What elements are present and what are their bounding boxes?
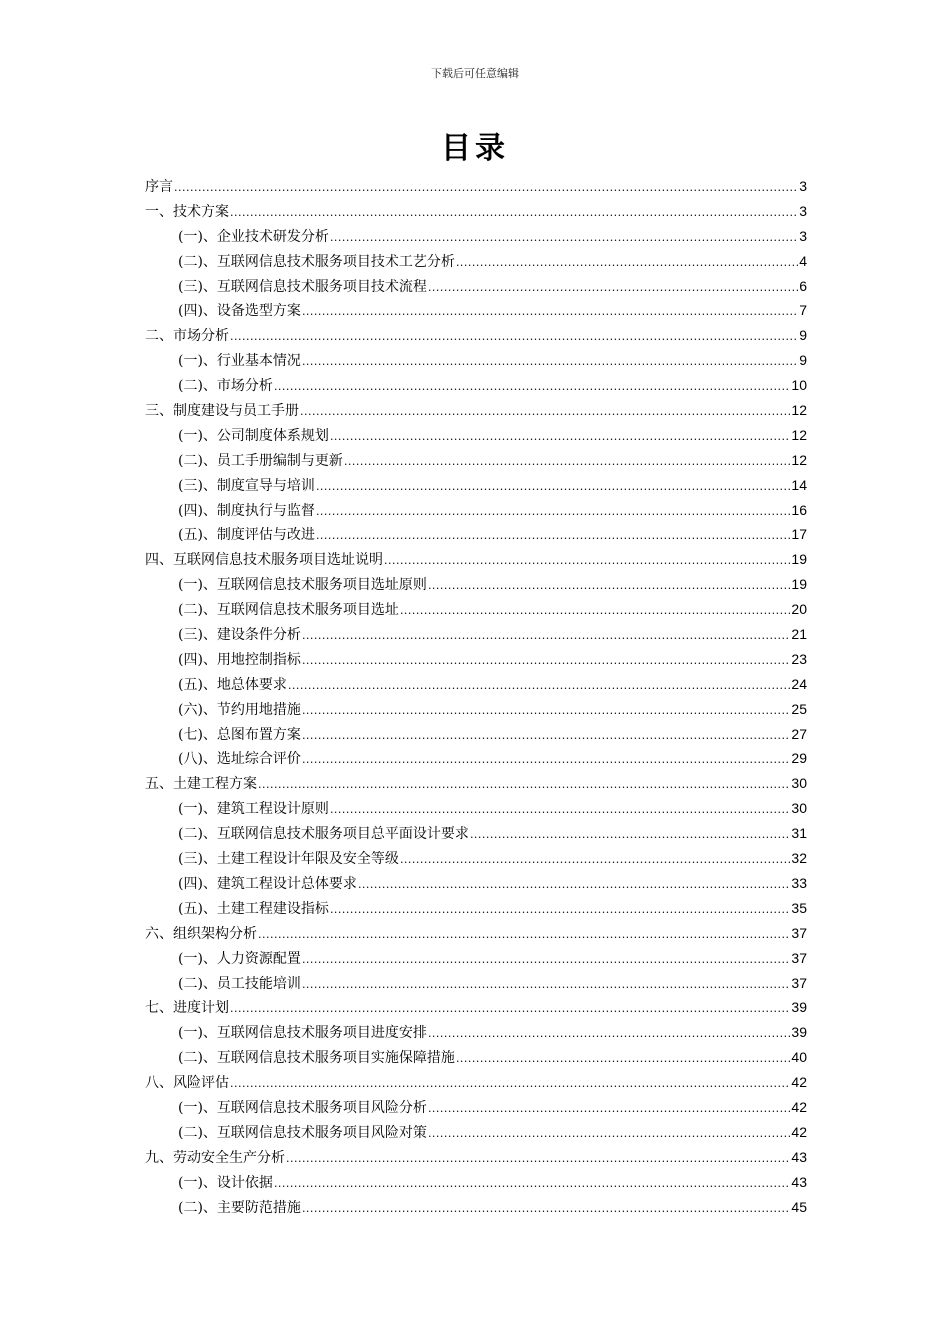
toc-entry-page-number[interactable]: 25 (791, 700, 807, 717)
toc-dot-leader (316, 475, 790, 500)
toc-entry-label[interactable]: (五)、地总体要求 (178, 676, 287, 693)
toc-entry-label[interactable]: (一)、设计依据 (178, 1174, 273, 1191)
toc-entry[interactable] (145, 323, 807, 348)
toc-entry-label[interactable]: (四)、设备选型方案 (178, 303, 301, 320)
toc-dot-leader (300, 400, 790, 425)
toc-entry[interactable] (145, 423, 807, 448)
toc-entry-label[interactable]: (三)、土建工程设计年限及安全等级 (178, 851, 399, 868)
toc-dot-leader (330, 226, 798, 251)
toc-entry[interactable] (145, 622, 807, 647)
toc-entry-label[interactable]: 序言 (145, 179, 173, 195)
toc-entry-label[interactable]: (二)、互联网信息技术服务项目风险对策 (178, 1124, 427, 1141)
toc-dot-leader (456, 1047, 790, 1072)
toc-entry-page-number[interactable]: 20 (791, 601, 807, 618)
toc-entry[interactable] (145, 796, 807, 821)
toc-entry[interactable] (145, 249, 807, 274)
toc-entry[interactable] (145, 771, 807, 796)
toc-entry[interactable] (145, 1195, 807, 1220)
toc-entry[interactable] (145, 821, 807, 846)
toc-dot-leader (302, 649, 790, 674)
toc-entry-page-number[interactable]: 12 (791, 451, 807, 468)
toc-entry[interactable] (145, 1120, 807, 1145)
toc-entry[interactable] (145, 1095, 807, 1120)
toc-entry[interactable] (145, 597, 807, 622)
toc-entry-page-number[interactable]: 23 (791, 650, 807, 667)
toc-entry-page-number[interactable]: 32 (791, 850, 807, 867)
page-title: 目录 (441, 131, 509, 166)
toc-entry-label[interactable]: 二、市场分析 (145, 328, 229, 345)
toc-entry-label[interactable]: (一)、人力资源配置 (178, 950, 301, 967)
toc-entry[interactable] (145, 274, 807, 299)
toc-entry-page-number[interactable]: 3 (799, 202, 807, 219)
toc-dot-leader (428, 1122, 790, 1147)
toc-entry-label[interactable]: (一)、互联网信息技术服务项目选址原则 (178, 577, 427, 594)
toc-entry-label[interactable]: (二)、员工手册编制与更新 (178, 452, 343, 469)
toc-dot-leader (400, 848, 790, 873)
toc-dot-leader (428, 276, 798, 301)
toc-dot-leader (230, 997, 790, 1022)
toc-entry[interactable] (145, 498, 807, 523)
toc-dot-leader (230, 201, 798, 226)
toc-dot-leader (302, 1197, 790, 1222)
toc-entry-label[interactable]: 六、组织架构分析 (145, 925, 257, 942)
toc-entry-page-number[interactable]: 6 (799, 277, 807, 294)
toc-entry[interactable] (145, 1020, 807, 1045)
toc-entry-page-number[interactable]: 29 (791, 750, 807, 767)
toc-entry-page-number[interactable]: 16 (791, 501, 807, 518)
toc-dot-leader (302, 699, 790, 724)
toc-dot-leader (302, 624, 790, 649)
toc-entry-page-number[interactable]: 39 (791, 1024, 807, 1041)
toc-entry[interactable] (145, 522, 807, 547)
toc-entry-page-number[interactable]: 7 (799, 302, 807, 319)
toc-dot-leader (330, 798, 790, 823)
toc-entry-label[interactable]: (二)、主要防范措施 (178, 1199, 301, 1216)
toc-entry-page-number[interactable]: 4 (799, 252, 807, 269)
toc-entry-label[interactable]: (三)、制度宣导与培训 (178, 477, 315, 494)
toc-entry-page-number[interactable]: 9 (799, 352, 807, 369)
toc-entry[interactable] (145, 672, 807, 697)
toc-entry[interactable] (145, 995, 807, 1020)
toc-entry[interactable] (145, 1145, 807, 1170)
toc-entry-label[interactable]: (二)、互联网信息技术服务项目总平面设计要求 (178, 826, 469, 843)
toc-dot-leader (358, 873, 790, 898)
toc-entry[interactable] (145, 746, 807, 771)
toc-entry-page-number[interactable]: 43 (791, 1173, 807, 1190)
toc-entry-label[interactable]: (五)、土建工程建设指标 (178, 900, 329, 917)
toc-entry-label[interactable]: (一)、企业技术研发分析 (178, 228, 329, 245)
toc-entry[interactable] (145, 846, 807, 871)
toc-dot-leader (274, 1172, 790, 1197)
toc-entry[interactable] (145, 1070, 807, 1095)
toc-entry-page-number[interactable]: 45 (791, 1198, 807, 1215)
toc-entry-label[interactable]: 三、制度建设与员工手册 (145, 403, 299, 420)
toc-entry-label[interactable]: 四、互联网信息技术服务项目选址说明 (145, 552, 383, 569)
toc-dot-leader (302, 748, 790, 773)
toc-dot-leader (302, 973, 790, 998)
toc-entry[interactable] (145, 199, 807, 224)
toc-entry-label[interactable]: 九、劳动安全生产分析 (145, 1149, 285, 1166)
toc-entry-page-number[interactable]: 3 (799, 178, 807, 194)
toc-entry[interactable] (145, 348, 807, 373)
toc-dot-leader (330, 898, 790, 923)
toc-dot-leader (384, 549, 790, 574)
toc-entry-page-number[interactable]: 39 (791, 999, 807, 1016)
toc-entry-page-number[interactable]: 37 (791, 974, 807, 991)
toc-entry-page-number[interactable]: 3 (799, 227, 807, 244)
toc-entry-page-number[interactable]: 31 (791, 825, 807, 842)
toc-dot-leader (288, 674, 790, 699)
toc-entry-page-number[interactable]: 42 (791, 1074, 807, 1091)
toc-entry-label[interactable]: (四)、用地控制指标 (178, 651, 301, 668)
toc-entry[interactable] (145, 647, 807, 672)
toc-entry-page-number[interactable]: 35 (791, 899, 807, 916)
toc-entry[interactable] (145, 946, 807, 971)
toc-entry[interactable] (145, 298, 807, 323)
toc-entry-label[interactable]: (六)、节约用地措施 (178, 701, 301, 718)
toc-entry[interactable] (145, 697, 807, 722)
toc-entry[interactable] (145, 1045, 807, 1070)
toc-dot-leader (174, 176, 798, 201)
toc-entry-label[interactable]: (三)、互联网信息技术服务项目技术流程 (178, 278, 427, 295)
toc-entry-page-number[interactable]: 30 (791, 775, 807, 792)
toc-dot-leader (286, 1147, 790, 1172)
toc-entry-page-number[interactable]: 19 (791, 551, 807, 568)
toc-entry-page-number[interactable]: 42 (791, 1098, 807, 1115)
toc-entry[interactable] (145, 174, 807, 199)
toc-entry[interactable] (145, 971, 807, 996)
toc-entry-page-number[interactable]: 27 (791, 725, 807, 742)
toc-dot-leader (274, 375, 790, 400)
toc-entry-page-number[interactable]: 19 (791, 576, 807, 593)
toc-dot-leader (344, 450, 790, 475)
toc-entry-label[interactable]: (二)、互联网信息技术服务项目实施保障措施 (178, 1050, 455, 1067)
toc-entry[interactable] (145, 398, 807, 423)
toc-entry[interactable] (145, 224, 807, 249)
toc-entry-page-number[interactable]: 40 (791, 1049, 807, 1066)
toc-entry[interactable] (145, 1170, 807, 1195)
toc-entry-label[interactable]: (二)、互联网信息技术服务项目选址 (178, 602, 399, 619)
toc-entry[interactable] (145, 373, 807, 398)
toc-dot-leader (428, 1097, 790, 1122)
toc-dot-leader (230, 1072, 790, 1097)
toc-entry[interactable] (145, 547, 807, 572)
toc-entry-page-number[interactable]: 33 (791, 874, 807, 891)
toc-dot-leader (302, 350, 798, 375)
toc-entry-label[interactable]: (三)、建设条件分析 (178, 627, 301, 644)
toc-entry-label[interactable]: 一、技术方案 (145, 203, 229, 220)
toc-entry-label[interactable]: (一)、互联网信息技术服务项目风险分析 (178, 1099, 427, 1116)
toc-entry-label[interactable]: (二)、市场分析 (178, 378, 273, 395)
toc-entry-page-number[interactable]: 17 (791, 526, 807, 543)
toc-entry[interactable] (145, 572, 807, 597)
toc-entry-page-number[interactable]: 43 (791, 1148, 807, 1165)
toc-entry[interactable] (145, 871, 807, 896)
toc-dot-leader (316, 500, 790, 525)
toc-entry-label[interactable]: 八、风险评估 (145, 1075, 229, 1092)
toc-entry-label[interactable]: (五)、制度评估与改进 (178, 527, 315, 544)
page-header: 下载后可任意编辑 (431, 67, 519, 80)
toc-dot-leader (428, 574, 790, 599)
toc-entry-label[interactable]: (四)、制度执行与监督 (178, 502, 315, 519)
toc-entry-label[interactable]: (七)、总图布置方案 (178, 726, 301, 743)
toc-entry-page-number[interactable]: 12 (791, 426, 807, 443)
toc-dot-leader (400, 599, 790, 624)
toc-dot-leader (428, 1022, 790, 1047)
toc-dot-leader (258, 773, 790, 798)
toc-entry-label[interactable]: (八)、选址综合评价 (178, 751, 301, 768)
table-of-contents (145, 174, 807, 1219)
toc-entry-page-number[interactable]: 37 (791, 924, 807, 941)
toc-entry-label[interactable]: (一)、互联网信息技术服务项目进度安排 (178, 1025, 427, 1042)
toc-dot-leader (230, 325, 798, 350)
toc-dot-leader (316, 524, 790, 549)
toc-entry-page-number[interactable]: 12 (791, 402, 807, 419)
toc-dot-leader (302, 724, 790, 749)
toc-entry-label[interactable]: (二)、员工技能培训 (178, 975, 301, 992)
toc-entry-label[interactable]: (四)、建筑工程设计总体要求 (178, 875, 357, 892)
toc-entry-page-number[interactable]: 14 (791, 476, 807, 493)
toc-dot-leader (302, 300, 798, 325)
toc-dot-leader (456, 251, 798, 276)
toc-entry[interactable] (145, 896, 807, 921)
toc-entry-page-number[interactable]: 21 (791, 626, 807, 643)
toc-dot-leader (330, 425, 790, 450)
toc-entry-label[interactable]: (一)、行业基本情况 (178, 353, 301, 370)
toc-entry-page-number[interactable]: 37 (791, 949, 807, 966)
toc-dot-leader (470, 823, 790, 848)
toc-entry-page-number[interactable]: 10 (791, 377, 807, 394)
toc-entry-label[interactable]: 七、进度计划 (145, 1000, 229, 1017)
toc-entry[interactable] (145, 448, 807, 473)
toc-dot-leader (302, 948, 790, 973)
toc-entry-page-number[interactable]: 42 (791, 1123, 807, 1140)
toc-entry[interactable] (145, 473, 807, 498)
toc-entry[interactable] (145, 921, 807, 946)
toc-entry-page-number[interactable]: 9 (799, 327, 807, 344)
toc-entry-label[interactable]: (一)、公司制度体系规划 (178, 427, 329, 444)
toc-entry-label[interactable]: 五、土建工程方案 (145, 776, 257, 793)
toc-entry-label[interactable]: (一)、建筑工程设计原则 (178, 801, 329, 818)
toc-entry-page-number[interactable]: 30 (791, 800, 807, 817)
toc-dot-leader (258, 923, 790, 948)
toc-entry[interactable] (145, 722, 807, 747)
toc-entry-page-number[interactable]: 24 (791, 675, 807, 692)
toc-entry-label[interactable]: (二)、互联网信息技术服务项目技术工艺分析 (178, 253, 455, 270)
